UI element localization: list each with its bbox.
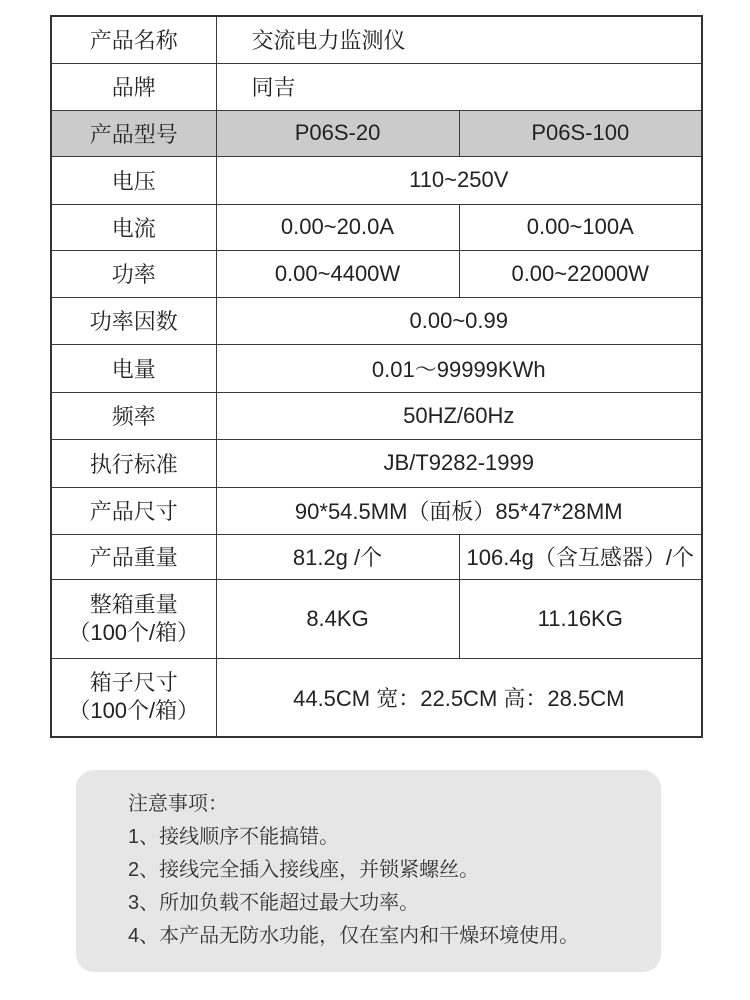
value-product-name: 交流电力监测仪 [216,16,702,63]
label-voltage: 电压 [51,156,216,204]
row-carton-weight [51,579,702,658]
row-power-factor [51,297,702,344]
label-carton-size-sub: （100个/箱） [68,698,200,724]
label-carton-weight [51,579,216,658]
notes-title: 注意事项： [128,793,228,815]
value-power-p06s-100: 0.00~22000W [459,250,702,297]
value-product-size: 90*54.5MM（面板）85*47*28MM [216,487,702,534]
label-product-weight: 产品重量 [51,534,216,579]
value-product-weight-p06s-20: 81.2g /个 [216,534,459,579]
row-standard [51,439,702,487]
value-power-factor: 0.00~0.99 [216,297,702,344]
value-product-weight-p06s-100: 106.4g（含互感器）/个 [459,534,702,579]
value-carton-size: 44.5CM 宽：22.5CM 高：28.5CM [216,658,702,737]
row-product-name [51,16,702,63]
note-item: 1、接线顺序不能搞错。 [128,826,340,848]
note-item: 4、本产品无防水功能，仅在室内和干燥环境使用。 [128,925,580,947]
label-standard: 执行标准 [51,439,216,487]
label-power: 功率 [51,250,216,297]
label-current: 电流 [51,204,216,250]
row-voltage [51,156,702,204]
row-model [51,110,702,156]
value-model-p06s-20: P06S-20 [216,110,459,156]
value-current-p06s-20: 0.00~20.0A [216,204,459,250]
note-item: 3、所加负载不能超过最大功率。 [128,892,420,914]
row-power [51,250,702,297]
row-brand [51,63,702,110]
label-carton-size-title: 箱子尺寸 [89,670,178,696]
value-current-p06s-100: 0.00~100A [459,204,702,250]
notes-box [76,770,661,972]
label-energy: 电量 [51,344,216,392]
label-model: 产品型号 [51,110,216,156]
row-carton-size [51,658,702,737]
row-energy [51,344,702,392]
label-frequency: 频率 [51,392,216,439]
label-carton-weight-title: 整箱重量 [89,591,178,617]
row-product-weight [51,534,702,579]
value-voltage: 110~250V [216,156,702,204]
value-power-p06s-20: 0.00~4400W [216,250,459,297]
value-brand: 同吉 [216,63,702,110]
spec-table [50,15,703,738]
row-product-size [51,487,702,534]
row-frequency [51,392,702,439]
label-carton-weight-sub: （100个/箱） [68,619,200,645]
label-carton-size [51,658,216,737]
value-standard: JB/T9282-1999 [216,439,702,487]
label-product-size: 产品尺寸 [51,487,216,534]
value-energy: 0.01～99999KWh [216,344,702,392]
note-item: 2、接线完全插入接线座，并锁紧螺丝。 [128,859,480,881]
value-frequency: 50HZ/60Hz [216,392,702,439]
label-power-factor: 功率因数 [51,297,216,344]
label-product-name: 产品名称 [51,16,216,63]
value-carton-weight-p06s-100: 11.16KG [459,579,702,658]
value-model-p06s-100: P06S-100 [459,110,702,156]
label-brand: 品牌 [51,63,216,110]
value-carton-weight-p06s-20: 8.4KG [216,579,459,658]
row-current [51,204,702,250]
